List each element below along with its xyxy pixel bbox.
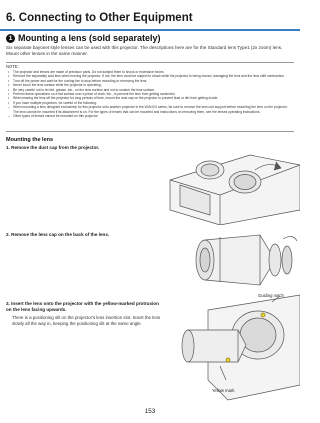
note-bottom-rule (6, 131, 294, 132)
note-item: • Remove the separately sold lens when moving the projector. If not, the lens could be subject to shock while the projector is being moved, damaging the lens and the lens shift mechanism. (8, 74, 294, 78)
figure-remove-dust-cap (150, 140, 300, 225)
note-item: • When leaving the lens off the projector for long periods of time, mount the dust cap on the projector to prevent dust or dirt from getting inside. (8, 96, 294, 100)
step-1-number: 1. (6, 145, 10, 150)
guiding-notch-label: Guiding notch (258, 293, 284, 298)
note-top-rule (6, 62, 294, 63)
note-sub-item: – Other types of lenses cannot be mounted on this projector. (8, 114, 294, 118)
page-number: 153 (144, 408, 156, 415)
step-1-text: Remove the dust cap from the projector. (11, 145, 100, 150)
section-title-text: Mounting a lens (sold separately) (18, 33, 161, 43)
step-3-text: Insert the lens onto the projector with the yellow-marked protrusion on the lens facing upwards. (6, 301, 159, 313)
intro-paragraph: Six separate bayonet style lenses can be used with this projector. The descriptions here are for the Standard lens Type1 (2x zoom) lens. Mount other lenses in the same manner. (6, 45, 283, 56)
figure-remove-lens-cap (175, 225, 300, 295)
step-3-body: There is a positioning slit on the projector's lens insertion slot. Insert the lens slowly all the way in, keeping the positioning slit at the same angle. (12, 315, 161, 326)
note-sub-item: – When mounting a lens designed exclusively for this projector onto another projector in the W/A/X/X series, be sure to remove the lens unit support before mounting the lens on the projector. The lens cannot be mounted if its attachment is on. For the types of lenses that can be mounted and instructions on removing them, see the lenses operating instructions. (8, 105, 294, 114)
chapter-divider (0, 29, 300, 31)
step-3-number: 3. (6, 301, 10, 306)
note-list (8, 70, 294, 118)
section-number-badge: 1 (6, 34, 15, 43)
step-2-number: 2. (6, 232, 10, 237)
chapter-title: 6. Connecting to Other Equipment (6, 12, 193, 24)
note-item: • Perform these operations on a flat surface over a piece of cloth, etc., to prevent the lens from getting scratched. (8, 92, 294, 96)
note-item: • The projector and lenses are made of precision parts. Do not subject them to shock or excessive forces. (8, 70, 294, 74)
note-heading: NOTE: (6, 64, 19, 69)
mounting-heading: Mounting the lens (6, 137, 54, 143)
note-item: • Turn off the power and wait for the cooling fan to stop before mounting or removing the lens. (8, 79, 294, 83)
note-item: • Be very careful not to let dirt, grease, etc., on the lens surface and not to scratch the lens surface. (8, 88, 294, 92)
step-1 (6, 145, 156, 151)
section-title (6, 33, 161, 43)
note-item: • Never touch the lens surface while the projector is operating. (8, 83, 294, 87)
figure-insert-lens (168, 290, 300, 402)
yellow-mark-label: Yellow mark (212, 388, 235, 393)
step-3 (6, 301, 162, 327)
step-2-text: Remove the lens cap on the back of the lens. (11, 232, 110, 237)
step-2 (6, 232, 156, 238)
note-item: • If you have multiple projectors, be careful of the following: (8, 101, 294, 105)
